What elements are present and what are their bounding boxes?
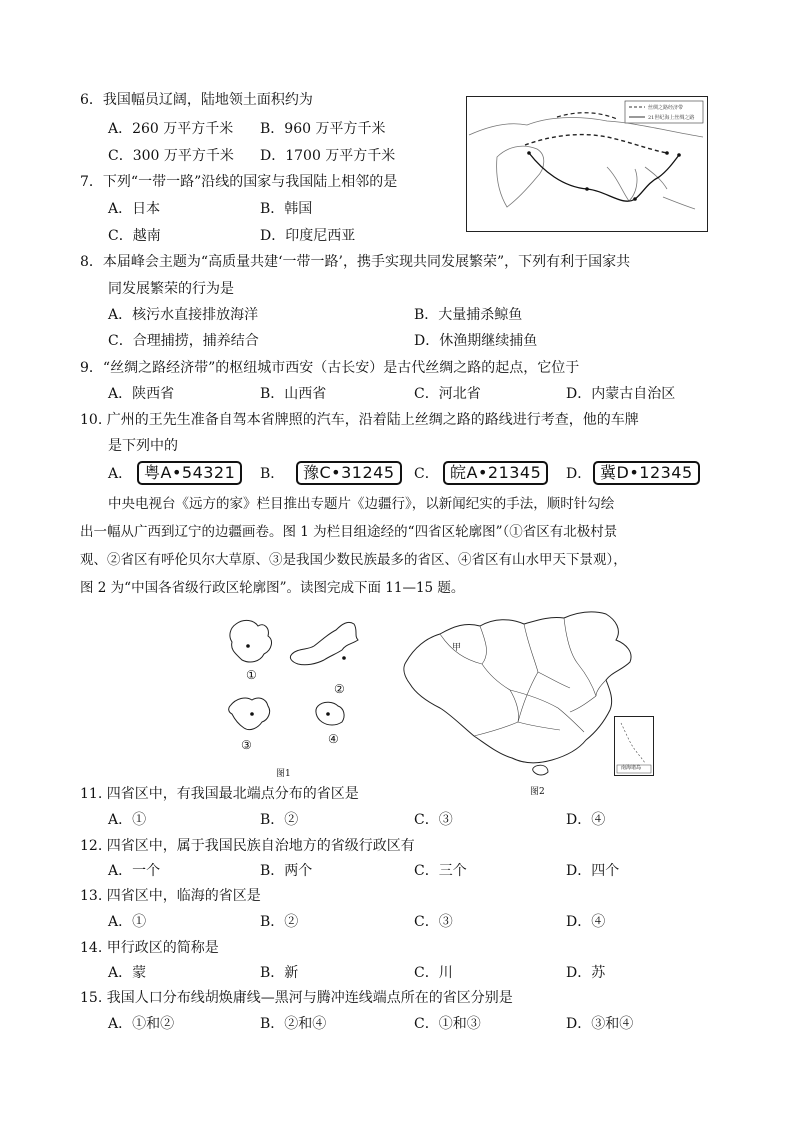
q7-option-b: B．韩国 bbox=[260, 201, 313, 217]
q8-option-d: D．休渔期继续捕鱼 bbox=[414, 333, 538, 349]
license-plate-b: 豫C•31245 bbox=[296, 461, 402, 485]
intro-line4: 图 2 为“中国各省级行政区轮廓图”。读图完成下面 11—15 题。 bbox=[80, 580, 465, 596]
q8-option-a: A．核污水直接排放海洋 bbox=[108, 307, 259, 323]
q10-stem-line1: 10. 广州的王先生准备自驾本省牌照的汽车，沿着陆上丝绸之路的路线进行考查，他的车牌 bbox=[80, 412, 639, 428]
figure-1-province-outlines bbox=[218, 610, 398, 780]
q14-option-c: C．川 bbox=[414, 965, 453, 981]
mark-2: ② bbox=[334, 682, 345, 696]
q7-stem: 7．下列“一带一路”沿线的国家与我国陆上相邻的是 bbox=[80, 174, 398, 190]
mark-4: ④ bbox=[328, 732, 339, 746]
mark-3: ③ bbox=[241, 738, 252, 752]
inset-label: 南海诸岛 bbox=[621, 765, 642, 771]
q10-option-d-letter: D． bbox=[566, 466, 592, 482]
q12-option-c: C．三个 bbox=[414, 863, 467, 879]
q12-stem: 12. 四省区中，属于我国民族自治地方的省级行政区有 bbox=[80, 838, 415, 854]
figure-1-drawing bbox=[218, 610, 398, 780]
q14-option-b: B．新 bbox=[260, 965, 299, 981]
q10-option-c-letter: C． bbox=[414, 466, 439, 482]
q9-option-b: B．山西省 bbox=[260, 386, 327, 402]
q9-option-c: C．河北省 bbox=[414, 386, 481, 402]
intro-line3: 观、②省区有呼伦贝尔大草原、③是我国少数民族最多的省区、④省区有山水甲天下景观）， bbox=[80, 552, 627, 568]
q15-option-b: B．②和④ bbox=[260, 1016, 327, 1032]
q15-stem: 15. 我国人口分布线胡焕庸线—黑河与腾冲连线端点所在的省区分别是 bbox=[80, 990, 513, 1006]
intro-line1: 中央电视台《远方的家》栏目推出专题片《边疆行》，以新闻纪实的手法，顺时针勾绘 bbox=[108, 496, 615, 512]
q8-stem-line2: 同发展繁荣的行为是 bbox=[108, 281, 234, 297]
figure-2-label: 图2 bbox=[530, 787, 545, 797]
q8-option-b: B．大量捕杀鲸鱼 bbox=[414, 307, 523, 323]
q11-option-a: A．① bbox=[108, 812, 147, 828]
q14-stem: 14. 甲行政区的简称是 bbox=[80, 940, 219, 956]
q14-option-d: D．苏 bbox=[566, 965, 606, 981]
q10-stem-line2: 是下列中的 bbox=[108, 438, 178, 454]
q7-option-d: D．印度尼西亚 bbox=[260, 228, 356, 244]
license-plate-c: 皖A•21345 bbox=[443, 461, 548, 485]
q13-option-c: C．③ bbox=[414, 914, 453, 930]
q9-option-d: D．内蒙古自治区 bbox=[566, 386, 676, 402]
intro-line2: 出一幅从广西到辽宁的边疆画卷。图 1 为栏目组途经的“四省区轮廓图”（①省区有北极村景 bbox=[80, 524, 618, 540]
q14-option-a: A．蒙 bbox=[108, 965, 147, 981]
legend-sea-route: 21世纪海上丝绸之路 bbox=[648, 115, 695, 121]
figure-1-label: 图1 bbox=[276, 769, 291, 779]
q11-option-d: D．④ bbox=[566, 812, 606, 828]
q12-option-b: B．两个 bbox=[260, 863, 313, 879]
q10-option-a-letter: A． bbox=[108, 466, 133, 482]
q9-option-a: A．陕西省 bbox=[108, 386, 175, 402]
q11-option-c: C．③ bbox=[414, 812, 453, 828]
q9-stem: 9．“丝绸之路经济带”的枢纽城市西安（古长安）是古代丝绸之路的起点，它位于 bbox=[80, 360, 580, 376]
q12-option-a: A．一个 bbox=[108, 863, 161, 879]
south-china-sea-inset bbox=[614, 716, 654, 776]
q6-option-b: B．960 万平方千米 bbox=[260, 121, 386, 137]
q8-stem-line1: 8．本届峰会主题为“高质量共建‘一带一路’，携手实现共同发展繁荣”，下列有利于国家共 bbox=[80, 254, 631, 270]
q13-option-d: D．④ bbox=[566, 914, 606, 930]
q6-option-d: D．1700 万平方千米 bbox=[260, 148, 396, 164]
license-plate-a: 粤A•54321 bbox=[137, 461, 242, 485]
legend-land-route: 丝绸之路经济带 bbox=[648, 105, 684, 111]
q11-stem: 11. 四省区中，有我国最北端点分布的省区是 bbox=[80, 786, 359, 802]
q6-option-a: A．260 万平方千米 bbox=[108, 121, 234, 137]
silk-road-map bbox=[466, 96, 708, 232]
q7-option-c: C．越南 bbox=[108, 228, 161, 244]
region-jia-label: 甲 bbox=[452, 643, 462, 653]
q6-stem: 6．我国幅员辽阔，陆地领土面积约为 bbox=[80, 92, 313, 108]
q13-option-b: B．② bbox=[260, 914, 299, 930]
q13-stem: 13. 四省区中，临海的省区是 bbox=[80, 888, 261, 904]
silk-road-map-drawing bbox=[467, 97, 707, 231]
q6-option-c: C．300 万平方千米 bbox=[108, 148, 234, 164]
q15-option-c: C．①和③ bbox=[414, 1016, 481, 1032]
q10-option-b-letter: B． bbox=[260, 466, 285, 482]
mark-1: ① bbox=[246, 668, 257, 682]
q13-option-a: A．① bbox=[108, 914, 147, 930]
q15-option-d: D．③和④ bbox=[566, 1016, 634, 1032]
q7-option-a: A．日本 bbox=[108, 201, 161, 217]
license-plate-d: 冀D•12345 bbox=[593, 461, 700, 485]
q8-option-c: C．合理捕捞，捕养结合 bbox=[108, 333, 259, 349]
q11-option-b: B．② bbox=[260, 812, 299, 828]
q15-option-a: A．①和② bbox=[108, 1016, 175, 1032]
q12-option-d: D．四个 bbox=[566, 863, 620, 879]
